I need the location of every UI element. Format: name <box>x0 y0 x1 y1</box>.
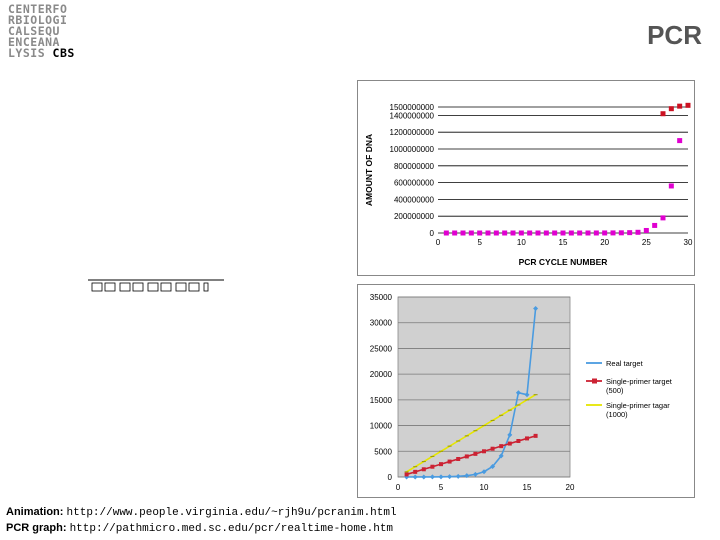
chart2-legend-label-1-line2: (500) <box>606 386 624 395</box>
chart2-point-s1 <box>413 470 417 474</box>
chart1-point-s0 <box>444 231 449 236</box>
logo-line-3: CALSEQU <box>8 24 60 38</box>
chart1-point-s0 <box>494 231 499 236</box>
pcr-amplification-chart <box>357 80 695 276</box>
chart2-y-tick: 0 <box>387 473 392 482</box>
chart2-y-tick: 25000 <box>369 344 392 354</box>
chart1-point-s0 <box>669 183 674 188</box>
chart1-point-s0 <box>452 231 457 236</box>
chart2-x-tick: 5 <box>438 483 444 492</box>
chart1-x-tick: 10 <box>516 238 526 247</box>
cbs-logo <box>8 4 80 59</box>
pcr-animation-placeholder[interactable] <box>88 279 224 293</box>
slide-title: PCR <box>647 20 702 50</box>
realtime-pcr-chart <box>357 284 695 498</box>
chart2-point-s1 <box>534 434 538 438</box>
chart2-y-tick: 20000 <box>369 370 392 380</box>
chart2-point-s1 <box>499 444 503 448</box>
chart2-legend-label-2: Single-primer tagar <box>606 401 670 410</box>
chart2-point-s1 <box>439 462 443 466</box>
chart1-point-s0 <box>677 138 682 143</box>
chart2-point-s1 <box>491 447 495 451</box>
chart2-point-s1 <box>405 472 409 476</box>
animation-link[interactable]: http://www.people.virginia.edu/~rjh9u/pcranim.html <box>66 507 397 519</box>
chart1-point-s0 <box>486 231 491 236</box>
chart1-point-s0 <box>594 230 599 235</box>
chart2-point-s1 <box>465 454 469 458</box>
chart1-point-s0 <box>652 223 657 228</box>
chart2-point-s1 <box>473 452 477 456</box>
chart1-point-s0 <box>644 228 649 233</box>
chart1-point-s0 <box>586 230 591 235</box>
chart2-y-tick: 10000 <box>369 421 392 431</box>
chart2-x-tick: 15 <box>522 483 532 492</box>
logo-line-4: ENCEANA <box>8 35 60 49</box>
chart1-point-s0 <box>477 231 482 236</box>
chart1-point-s1 <box>677 104 682 109</box>
chart1-y-tick: 1500000000 <box>389 103 434 112</box>
chart1-point-s0 <box>502 230 507 235</box>
chart2-x-tick: 10 <box>479 483 489 492</box>
chart1-point-s0 <box>636 230 641 235</box>
chart2-point-s1 <box>456 457 460 461</box>
graph-label: PCR graph: <box>6 522 67 534</box>
chart1-point-s1 <box>669 106 674 111</box>
chart1-x-label: PCR CYCLE NUMBER <box>518 257 608 267</box>
chart2-y-tick: 30000 <box>369 318 392 328</box>
chart1-point-s0 <box>627 230 632 235</box>
chart2-legend-label-1: Single-primer target <box>606 377 672 386</box>
chart2-legend-marker-1 <box>592 379 597 384</box>
chart2-point-s1 <box>430 465 434 469</box>
chart1-point-s0 <box>577 230 582 235</box>
chart1-y-tick: 200000000 <box>393 212 434 222</box>
chart1-point-s1 <box>661 111 666 116</box>
animation-label: Animation: <box>6 506 64 518</box>
chart1-y-tick: 800000000 <box>393 161 434 171</box>
chart2-y-tick: 5000 <box>374 447 392 457</box>
chart1-point-s0 <box>527 230 532 235</box>
chart2-y-tick: 35000 <box>369 293 392 302</box>
chart1-point-s0 <box>469 231 474 236</box>
chart1-y-tick: 600000000 <box>393 178 434 188</box>
logo-line-5 <box>8 48 80 59</box>
logo-line-5-text: LYSIS <box>8 46 53 60</box>
chart1-x-tick: 0 <box>435 238 441 247</box>
chart2-x-tick: 0 <box>395 483 401 492</box>
chart1-y-tick: 1000000000 <box>389 145 434 154</box>
logo-line-2: RBIOLOGI <box>8 13 68 27</box>
chart2-point-s1 <box>516 439 520 443</box>
chart1-y-tick: 400000000 <box>393 195 434 205</box>
chart1-point-s0 <box>511 230 516 235</box>
logo-cbs: CBS <box>52 46 75 60</box>
animation-credit <box>6 505 397 521</box>
footer-credits <box>6 505 397 537</box>
chart1-point-s0 <box>519 230 524 235</box>
chart1-point-s0 <box>569 230 574 235</box>
chart1-point-s1 <box>686 103 691 108</box>
chart1-point-s0 <box>602 230 607 235</box>
chart1-x-tick: 30 <box>683 238 693 247</box>
chart1-y-tick: 0 <box>429 229 434 238</box>
chart2-svg <box>358 285 694 497</box>
chart1-x-tick: 5 <box>477 238 482 247</box>
chart1-point-s0 <box>661 215 666 220</box>
chart1-point-s0 <box>536 230 541 235</box>
chart1-point-s0 <box>552 230 557 235</box>
chart1-point-s0 <box>561 230 566 235</box>
chart2-x-tick: 20 <box>565 483 575 492</box>
chart2-legend-label-0: Real target <box>606 359 643 368</box>
chart2-point-s1 <box>525 436 529 440</box>
chart1-point-s0 <box>611 230 616 235</box>
chart1-y-tick: 1200000000 <box>389 128 434 138</box>
logo-line-1: CENTERFO <box>8 2 68 16</box>
chart1-svg <box>358 81 694 275</box>
chart1-y-tick: 1400000000 <box>389 111 434 121</box>
chart2-point-s1 <box>508 442 512 446</box>
chart2-point-s1 <box>482 449 486 453</box>
chart1-y-label: AMOUNT OF DNA <box>364 133 374 207</box>
graph-link[interactable]: http://pathmicro.med.sc.edu/pcr/realtime-home.htm <box>69 523 394 535</box>
chart2-point-s1 <box>448 460 452 464</box>
chart1-point-s0 <box>461 231 466 236</box>
chart2-y-tick: 15000 <box>369 395 392 405</box>
graph-credit <box>6 521 397 537</box>
chart1-point-s0 <box>544 230 549 235</box>
animation-glyphs <box>88 279 224 293</box>
chart1-point-s0 <box>619 230 624 235</box>
chart2-legend-label-2-line2: (1000) <box>606 410 628 419</box>
chart1-x-tick: 25 <box>641 238 651 247</box>
chart1-x-tick: 20 <box>600 238 610 247</box>
chart2-point-s1 <box>422 467 426 471</box>
chart1-x-tick: 15 <box>558 238 568 247</box>
